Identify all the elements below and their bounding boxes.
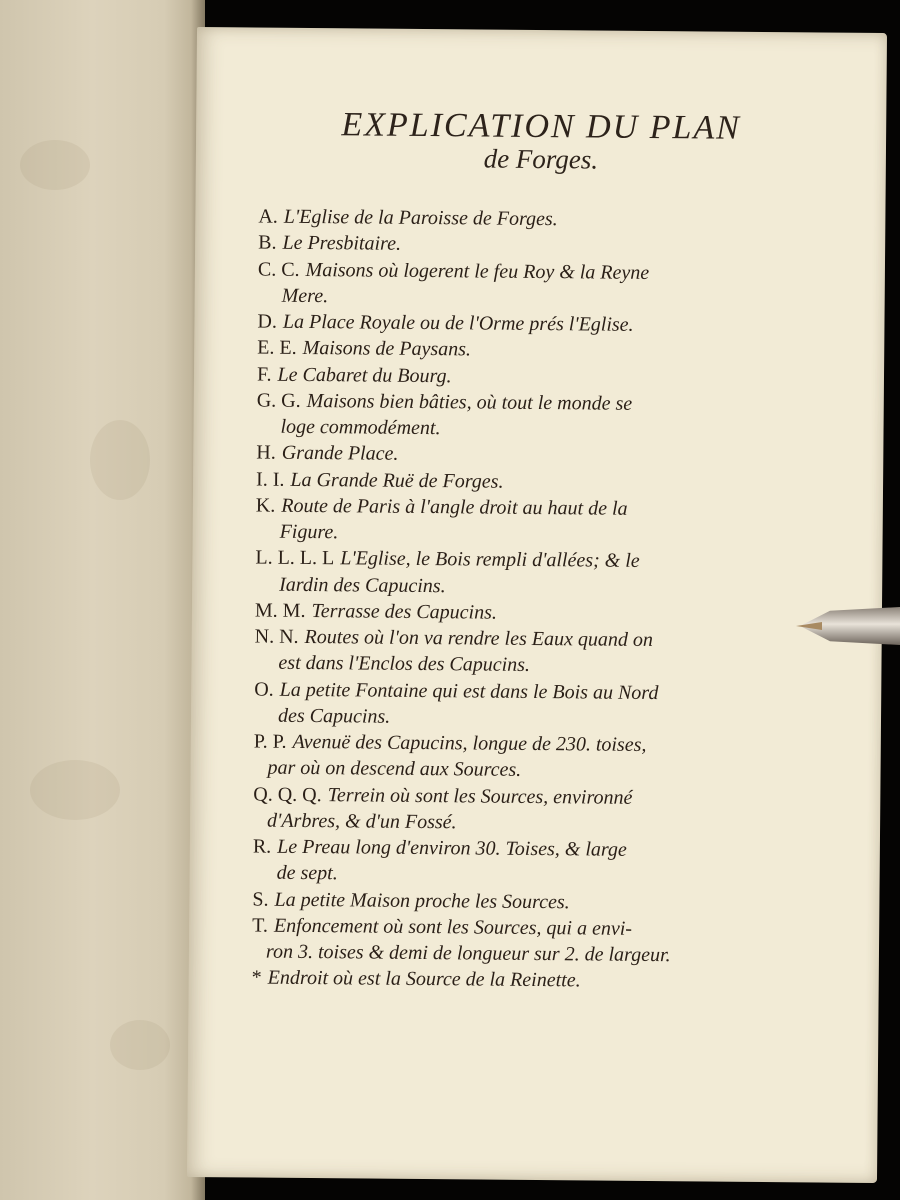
legend-description: La petite Fontaine qui est dans le Bois au Nord bbox=[279, 678, 659, 704]
legend-key: A. bbox=[258, 205, 278, 228]
legend-description: de sept. bbox=[276, 861, 338, 885]
legend-line bbox=[252, 965, 852, 996]
legend-description: Maisons où logerent le feu Roy & la Reyne bbox=[305, 258, 650, 284]
legend-key: F. bbox=[256, 363, 272, 386]
legend-description: Figure. bbox=[279, 520, 339, 544]
legend-description: La petite Maison proche les Sources. bbox=[274, 888, 570, 913]
paper-stain bbox=[30, 760, 120, 820]
legend-description: Le Presbitaire. bbox=[282, 232, 402, 256]
legend-key: N. N. bbox=[254, 625, 299, 648]
legend-line bbox=[258, 256, 858, 287]
left-facing-page bbox=[0, 0, 205, 1200]
legend-entry bbox=[253, 781, 853, 839]
legend-description: Enfoncement où sont les Sources, qui a envi- bbox=[273, 914, 633, 940]
legend-key: T. bbox=[252, 914, 269, 937]
legend-entry bbox=[258, 256, 858, 314]
legend-description: La Place Royale ou de l'Orme prés l'Eglise. bbox=[282, 310, 634, 336]
legend-entry bbox=[252, 912, 852, 970]
legend-key: Q. Q. Q. bbox=[253, 783, 322, 806]
legend-entry bbox=[253, 729, 853, 787]
legend-entry bbox=[254, 624, 854, 682]
paper-stain bbox=[90, 420, 150, 500]
legend-line bbox=[253, 834, 853, 865]
legend-entry bbox=[255, 545, 855, 603]
legend-description: loge commodément. bbox=[280, 415, 441, 440]
legend-key: R. bbox=[252, 835, 272, 858]
legend-key: G. G. bbox=[256, 389, 301, 412]
legend-description: Avenuë des Capucins, longue de 230. toises, bbox=[292, 730, 647, 756]
book-page bbox=[187, 27, 887, 1183]
legend-description: L'Eglise de la Paroisse de Forges. bbox=[283, 205, 558, 231]
legend-key: K. bbox=[255, 494, 276, 517]
legend-line bbox=[256, 492, 856, 523]
legend-description: La Grande Ruë de Forges. bbox=[290, 468, 504, 493]
page-title: EXPLICATION DU PLAN bbox=[341, 106, 742, 147]
legend-entry bbox=[252, 965, 852, 996]
legend-description: Grande Place. bbox=[281, 442, 399, 466]
legend-description: Endroit où est la Source de la Reinette. bbox=[267, 966, 581, 992]
legend-key: S. bbox=[252, 888, 269, 911]
legend-description: Route de Paris à l'angle droit au haut de la bbox=[281, 494, 628, 520]
legend-description: d'Arbres, & d'un Fossé. bbox=[267, 809, 457, 834]
legend-entry bbox=[254, 676, 854, 734]
legend-key: H. bbox=[256, 441, 276, 464]
legend-key: O. bbox=[254, 678, 274, 701]
legend-key: M. M. bbox=[254, 599, 306, 622]
legend-key: D. bbox=[257, 310, 278, 333]
legend-description: Le Preau long d'environ 30. Toises, & large bbox=[277, 835, 627, 861]
legend-description: est dans l'Enclos des Capucins. bbox=[278, 651, 531, 677]
legend-list bbox=[252, 204, 859, 997]
legend-description: par où on descend aux Sources. bbox=[267, 756, 522, 782]
legend-description: Le Cabaret du Bourg. bbox=[277, 363, 452, 387]
legend-key: P. P. bbox=[253, 730, 287, 753]
legend-description: Maisons de Paysans. bbox=[302, 337, 472, 361]
legend-description: Mere. bbox=[281, 284, 329, 307]
legend-description: ron 3. toises & demi de longueur sur 2. de largeur. bbox=[265, 940, 671, 967]
legend-description: L'Eglise, le Bois rempli d'allées; & le bbox=[340, 547, 640, 573]
paper-stain bbox=[20, 140, 90, 190]
paper-stain bbox=[110, 1020, 170, 1070]
legend-key: C. C. bbox=[257, 258, 300, 281]
legend-key: E. E. bbox=[257, 336, 297, 360]
legend-entry bbox=[256, 387, 856, 445]
page-subtitle: de Forges. bbox=[483, 143, 599, 175]
legend-description: Iardin des Capucins. bbox=[279, 573, 446, 597]
legend-description: Maisons bien bâties, où tout le monde se bbox=[306, 389, 633, 415]
legend-description: des Capucins. bbox=[277, 704, 391, 728]
legend-entry bbox=[256, 492, 856, 550]
legend-entry bbox=[253, 834, 853, 892]
legend-key: I. I. bbox=[255, 468, 285, 491]
legend-description: Terrasse des Capucins. bbox=[311, 599, 497, 624]
legend-key: L. L. L. L bbox=[255, 546, 335, 570]
legend-description: Terrein où sont les Sources, environné bbox=[327, 783, 633, 809]
legend-key: B. bbox=[258, 231, 277, 254]
legend-key: * bbox=[251, 966, 262, 989]
legend-description: Routes où l'on va rendre les Eaux quand on bbox=[304, 625, 653, 652]
